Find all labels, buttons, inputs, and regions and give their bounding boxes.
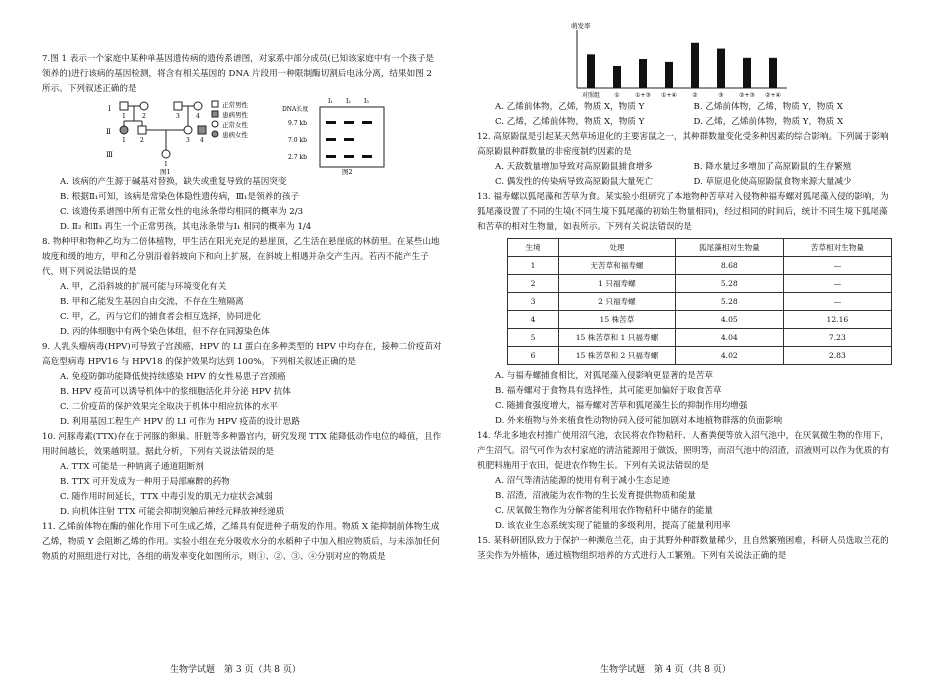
table-cell: 3 (508, 293, 559, 311)
bar-7 (769, 58, 777, 88)
table-cell: 12.16 (783, 311, 891, 329)
q11-stem: 11. 乙烯前体物在酶的催化作用下可生成乙烯，乙烯具有促进种子萌发的作用。物质 X 能抑制前体物生成乙烯，物质 Y 会阻断乙烯的作用。实验小组在充分吸收水分的水稻种子中加入相应物质后，与未添加任何物质的对照组进行对比，各组的萌发率变化如图所示，则①、②、③、④分别对应的物质是 (42, 522, 440, 562)
band-3-1 (326, 155, 336, 158)
chart-ylabel: 萌发率 (571, 22, 591, 30)
q14-opt-a: A. 沼气等清洁能源的使用有利于减小生态足迹 (495, 476, 670, 486)
category-label: ③ (718, 92, 724, 99)
q8-opt-d: D. 丙的体细胞中有两个染色体组，但不存在同源染色体 (60, 327, 270, 337)
legend-normal-female-icon (212, 121, 218, 127)
q11-options-row2 (477, 115, 892, 130)
q9-opt-b: B. HPV 疫苗可以诱导机体中的浆细胞活化并分泌 HPV 抗体 (60, 387, 291, 397)
q7-stem: 7.图 1 表示一个家庭中某种单基因遗传病的遗传系谱图，对家系中部分成员(已知该家庭中有一个孩子是领养的)进行该病的基因检测，将含有相关基因的 DNA 片段用一种限制酶切割后电泳分离，结果如图 2 所示。下列叙述正确的是 (42, 54, 435, 94)
pedigree-III1 (162, 150, 170, 158)
q11-opt-b: B. 乙烯前体物，乙烯，物质 Y，物质 X (693, 102, 843, 112)
pedigree-I3 (174, 102, 182, 110)
table-header: 苦草相对生物量 (783, 239, 891, 257)
dna-size-1: 9.7 kb (288, 120, 307, 127)
q12-opt-b: B. 降水量过多增加了高原鼢鼠的生存繁殖 (693, 162, 852, 172)
q11-opt-c: C. 乙烯，乙烯前体物，物质 X，物质 Y (495, 117, 645, 127)
legend-affected-male-icon (212, 111, 218, 117)
num-II3: 3 (186, 137, 190, 144)
band-1-3 (362, 121, 372, 124)
q8-opt-b: B. 甲和乙能发生基因自由交流，不存在生殖隔离 (60, 297, 244, 307)
table-cell: 5.28 (675, 293, 783, 311)
q11-options (477, 100, 892, 115)
num-I1: 1 (122, 113, 126, 120)
num-I4: 4 (196, 113, 200, 120)
q14-opt-c: C. 厌氧微生物作为分解者能利用农作物秸秆中储存的能量 (495, 506, 713, 516)
legend-normal-male: 正常男性 (222, 101, 248, 109)
q11-opt-d: D. 乙烯，乙烯前体物，物质 Y，物质 X (693, 117, 844, 127)
table-cell: — (783, 257, 891, 275)
legend-affected-female-icon (212, 131, 218, 137)
q13-opt-a: A. 与福寿螺捕食相比，对狐尾藻入侵影响更显著的是苦草 (495, 371, 713, 381)
fig2-label: 图2 (342, 168, 353, 175)
q7-opt-c: C. 该遗传系谱图中所有正常女性的电泳条带均相同的概率为 2/3 (60, 207, 304, 217)
table-cell: 15 株苦草和 1 只福寿螺 (559, 329, 676, 347)
dna-col-1: Ⅰ₁ (328, 98, 333, 105)
pedigree-II2 (138, 126, 146, 134)
table-row (508, 329, 892, 347)
q14-stem: 14. 华北多地农村推广使用沼气池，农民将农作物秸秆、人畜粪便等放入沼气池中，在厌氧微生物的作用下，产生沼气。沼气可作为农村家庭的清洁能源用于做饭，照明等，而沼气池中的沼渣，沼液则可以作为优质的有机肥料施用于农田，促进农作物生长。下列有关说法错误的是 (477, 431, 890, 471)
legend-normal-male-icon (212, 101, 218, 107)
q13-opt-c: C. 随捕食强度增大，福寿螺对苦草和狐尾藻生长的抑制作用均增强 (495, 401, 748, 411)
dna-size-3: 2.7 kb (288, 154, 307, 161)
category-label: ②+③ (739, 92, 755, 99)
dna-col-3: Ⅰ₃ (364, 98, 369, 105)
gen-label-2: Ⅱ (106, 128, 111, 136)
table-cell: 无苦草和福寿螺 (559, 257, 676, 275)
pedigree-I1 (120, 102, 128, 110)
table-cell: — (783, 275, 891, 293)
gen-label-1: Ⅰ (108, 105, 111, 113)
q12-opt-a: A. 天敌数量增加导致对高原鼢鼠捕食增多 (495, 162, 653, 172)
num-I3: 3 (176, 113, 180, 120)
q9-stem: 9. 人乳头瘤病毒(HPV)可导致子宫颈癌，HPV 的 LI 蛋白在多种类型的 HPV 中均存在，接种二价疫苗对高危型病毒 HPV16 与 HPV18 的保护效果均达到 100%。下列相关叙述正确的是 (42, 342, 442, 367)
q13-opt-b: B. 福寿螺对于食物具有选择性，其可能更加偏好于取食苦草 (495, 386, 722, 396)
pedigree-II3 (184, 126, 192, 134)
table-cell: 1 只福寿螺 (559, 275, 676, 293)
q13-opt-d: D. 外来植物与外来植食性动物协同入侵可能加剧对本地植物群落的负面影响 (495, 416, 783, 426)
table-cell: 15 株苦草 (559, 311, 676, 329)
table-cell: 6 (508, 347, 559, 365)
num-II1: 1 (122, 137, 126, 144)
table-cell: 8.68 (675, 257, 783, 275)
table-header-row (508, 239, 892, 257)
q10-stem: 10. 河豚毒素(TTX)存在于河豚的卵巢、肝脏等多种器官内，研究发现 TTX 能降低动作电位的峰值，且作用时间越长，效果越明显。据此分析，下列有关说法错误的是 (42, 432, 442, 457)
q7-figures (42, 97, 442, 175)
table-cell: 4.04 (675, 329, 783, 347)
left-column (42, 0, 442, 565)
q7-opt-b: B. 根据Ⅱ₁可知，该病是常染色体隐性遗传病，Ⅲ₁是领养的孩子 (60, 192, 300, 202)
band-3-2 (344, 155, 354, 158)
q10-opt-d: D. 向机体注射 TTX 可能会抑制突触后神经元释放神经递质 (60, 507, 285, 517)
q10-opt-c: C. 随作用时间延长，TTX 中毒引发的肌无力症状会减弱 (60, 492, 273, 502)
table-cell: 2 (508, 275, 559, 293)
q8-opt-c: C. 甲，乙，丙与它们的捕食者会相互选择，协同进化 (60, 312, 261, 322)
bar-2 (639, 59, 647, 88)
table-cell: — (783, 293, 891, 311)
left-page-footer: 生物学试题 第 3 页（共 8 页） (170, 665, 301, 675)
table-cell: 7.23 (783, 329, 891, 347)
bar-5 (717, 49, 725, 88)
category-label: ① (614, 92, 620, 99)
category-label: ②+④ (765, 92, 781, 99)
q12-opt-c: C. 偶发性的传染病导致高原鼢鼠大量死亡 (495, 177, 653, 187)
pedigree-I2 (140, 102, 148, 110)
num-II2: 2 (140, 137, 144, 144)
dna-col-2: Ⅰ₂ (346, 98, 351, 105)
bar-1 (613, 66, 621, 88)
legend-affected-female: 患病女性 (222, 131, 248, 139)
habitat-table (507, 238, 892, 365)
dna-size-2: 7.0 kb (288, 137, 307, 144)
table-cell: 4.05 (675, 311, 783, 329)
table-cell: 1 (508, 257, 559, 275)
band-3-3 (362, 155, 372, 158)
right-column (477, 0, 892, 564)
bar-6 (743, 58, 751, 88)
table-row (508, 347, 892, 365)
q13-stem: 13. 福寿螺以狐尾藻和苦草为食。某实验小组研究了本地物种苦草对入侵物种福寿螺对狐尾藻入侵的影响，为狐尾藻设置了不同的生境(不同生境下狐尾藻的初始生物量相同)，经过相同的时间后，统计不同生境下狐尾藻和苦草的相对生物量，如表所示。下列有关说法错误的是 (477, 192, 889, 232)
bar-0 (587, 54, 595, 88)
pedigree-II1 (120, 126, 128, 134)
q8-stem: 8. 物种甲和物种乙均为二倍体植物，甲生活在阳光充足的悬崖顶，乙生活在悬崖底的林荫里。在某些山地坡度和缓的地方，甲和乙分别沿着斜坡向下和向上扩展，在斜坡上相遇并杂交产生丙。若丙不能产生子代，则下列说法错误的是 (42, 237, 440, 277)
q12-opt-d: D. 草原退化使高原鼢鼠食物来源大量减少 (693, 177, 852, 187)
q15-stem: 15. 某科研团队致力于保护一种濒危兰花，由于其野外种群数量稀少，且自然繁殖困难，科研人员选取兰花的茎尖作为外植体，通过植物组织培养的方式进行人工繁殖。下列有关说法正确的是 (477, 536, 889, 561)
table-cell: 5.28 (675, 275, 783, 293)
germination-bar-chart (557, 20, 857, 100)
q10-opt-a: A. TTX 可能是一种钠离子通道阻断剂 (60, 462, 204, 472)
pedigree-II4 (198, 126, 206, 134)
pedigree-figure (42, 97, 442, 175)
table-header: 狐尾藻相对生物量 (675, 239, 783, 257)
category-label: ①+③ (635, 92, 651, 99)
q14-opt-b: B. 沼渣，沼液能为农作物的生长发育提供物质和能量 (495, 491, 696, 501)
category-label: ①+④ (661, 92, 677, 99)
gen-label-3: Ⅲ (106, 151, 113, 159)
table-cell: 5 (508, 329, 559, 347)
table-header: 处理 (559, 239, 676, 257)
right-page-footer: 生物学试题 第 4 页（共 8 页） (600, 665, 731, 675)
table-cell: 4.02 (675, 347, 783, 365)
table-row (508, 257, 892, 275)
table-cell: 2.83 (783, 347, 891, 365)
category-label: ② (692, 92, 698, 99)
q12-options-row2 (477, 175, 892, 190)
band-2-1 (326, 138, 336, 141)
q14-opt-d: D. 该农业生态系统实现了能量的多级利用，提高了能量利用率 (495, 521, 731, 531)
table-header: 生境 (508, 239, 559, 257)
num-III1: 1 (164, 161, 168, 168)
fig1-label: 图1 (160, 168, 171, 175)
legend-affected-male: 患病男性 (222, 111, 248, 119)
table-row (508, 293, 892, 311)
num-I2: 2 (142, 113, 146, 120)
table-cell: 4 (508, 311, 559, 329)
bar-3 (665, 62, 673, 88)
table-cell: 2 只福寿螺 (559, 293, 676, 311)
q8-opt-a: A. 甲，乙沿斜坡的扩展可能与环境变化有关 (60, 282, 227, 292)
q10-opt-b: B. TTX 可开发成为一种用于局部麻醉的药物 (60, 477, 230, 487)
table-row (508, 275, 892, 293)
pedigree-I4 (194, 102, 202, 110)
q9-opt-d: D. 利用基因工程生产 HPV 的 LI 可作为 HPV 疫苗的设计思路 (60, 417, 300, 427)
num-II4: 4 (200, 137, 204, 144)
q9-opt-c: C. 二价疫苗的保护效果完全取决于机体中相应抗体的水平 (60, 402, 278, 412)
q9-opt-a: A. 免疫防御功能降低使持续感染 HPV 的女性易患子宫颈癌 (60, 372, 286, 382)
q12-stem: 12. 高原鼢鼠是引起某天然草场退化的主要害鼠之一，其种群数量变化受多种因素的综合影响。下列属于影响高原鼢鼠种群数量的非密度制约因素的是 (477, 132, 889, 157)
legend-normal-female: 正常女性 (222, 121, 248, 129)
dna-title: DNA长度 (282, 106, 309, 113)
table-row (508, 311, 892, 329)
band-2-2 (344, 138, 354, 141)
band-1-1 (326, 121, 336, 124)
table-cell: 15 株苦草和 2 只福寿螺 (559, 347, 676, 365)
bar-4 (691, 43, 699, 88)
category-label: 对照组 (581, 92, 601, 99)
q7-opt-a: A. 该病的产生源于碱基对替换，缺失或重复导致的基因突变 (60, 177, 287, 187)
band-1-2 (344, 121, 354, 124)
q12-options (477, 160, 892, 175)
q7-opt-d: D. Ⅱ₂ 和Ⅱ₃ 再生一个正常男孩，其电泳条带与Ⅰ₁ 相同的概率为 1/4 (60, 222, 312, 232)
q11-opt-a: A. 乙烯前体物，乙烯，物质 X，物质 Y (495, 102, 645, 112)
